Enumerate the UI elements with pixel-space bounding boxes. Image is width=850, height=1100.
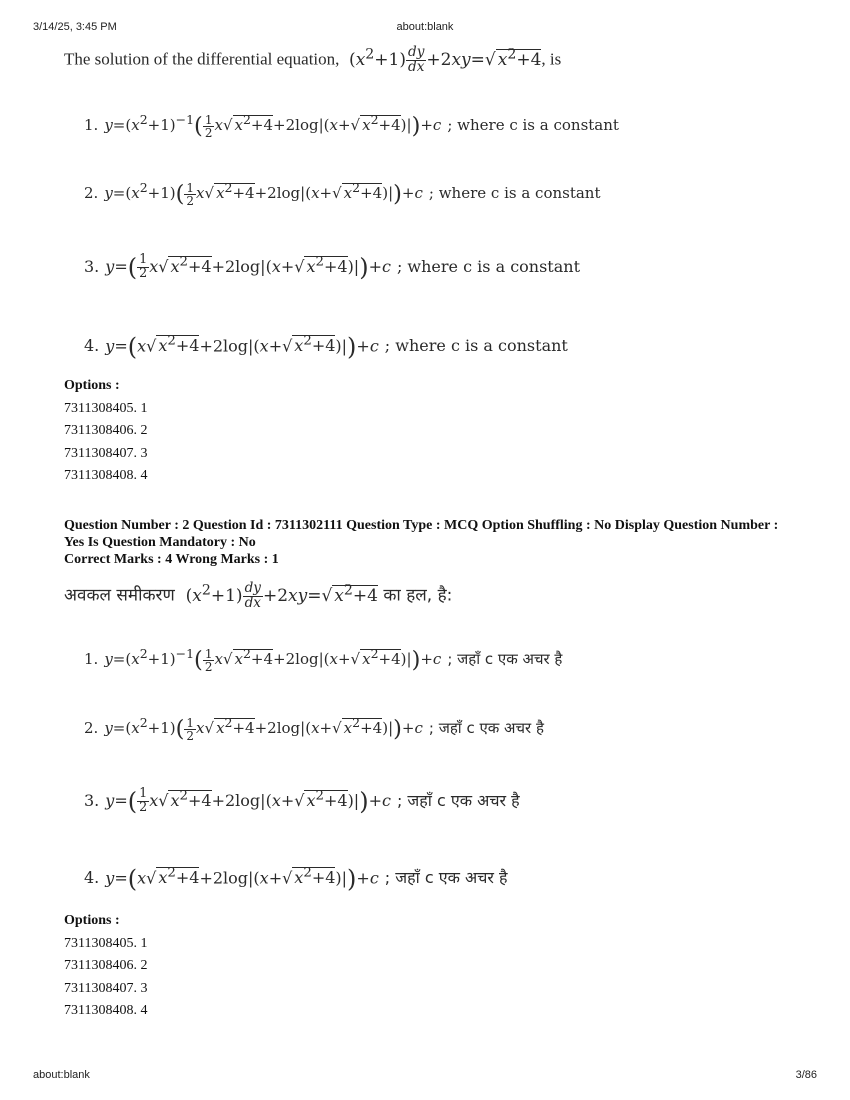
q2-stem-tail: का हल, है: — [383, 585, 453, 606]
q2-marks-line: Correct Marks : 4 Wrong Marks : 1 — [64, 552, 279, 567]
options-heading: Options : — [64, 913, 120, 928]
option-id-row: 7311308406. 2 — [64, 958, 148, 973]
where-text: ; where c is a constant — [396, 256, 580, 276]
option-number: 1. — [84, 116, 99, 134]
print-header — [0, 21, 850, 35]
where-text: ; where c is a constant — [428, 184, 601, 202]
q2-stem — [64, 582, 452, 610]
q1-option-2: 2. $y=(x^2+1)$( $\frac{1}{2}$ x√ $x^2+4+2\log|(x+√$ $x^2+4)|)+c$ ; where c is a constant — [84, 180, 601, 208]
option-number: 4. — [84, 336, 100, 356]
q1-equation: $(x^2+1)$ $\frac{dy}{dx}$ +2xy=√ $x^2+4$ — [343, 44, 542, 75]
q2-equation: $(x^2+1)$ $\frac{dy}{dx}$ +2xy=√ $x^2+4$ — [180, 580, 378, 611]
q1-stem-text: The solution of the differential equation, — [64, 49, 340, 69]
option-number: 3. — [84, 790, 100, 810]
q2-stem-text: अवकल समीकरण — [64, 585, 175, 606]
option-number: 4. — [84, 868, 100, 888]
q2-option-2: 2. $y=(x^2+1)$( $\frac{1}{2}$ x√ $x^2+4+2\log|(x+√$ $x^2+4)|)+c$ ; जहाँ c एक अचर है — [84, 715, 544, 743]
where-text: ; where c is a constant — [447, 116, 619, 134]
q1-stem — [64, 46, 561, 74]
q2-meta-line: Question Number : 2 Question Id : 7311302111 Question Type : MCQ Option Shuffling : No Display Question Number : Yes Is Question Mandatory : No — [64, 518, 779, 550]
option-id-row: 7311308406. 2 — [64, 423, 148, 438]
where-text: ; where c is a constant — [384, 336, 568, 356]
option-id-row: 7311308407. 3 — [64, 980, 148, 996]
option-id-row: 7311308405. 1 — [64, 400, 148, 416]
option-id-row: 7311308408. 4 — [64, 1003, 148, 1018]
q2-option-3: 3. y=( $\frac{1}{2}$ x√ $x^2+4+2\log|(x+√$ $x^2+4)|)+c$ ; जहाँ c एक अचर है — [84, 786, 520, 816]
where-text: ; जहाँ c एक अचर है — [396, 790, 520, 810]
q2-options-list — [64, 910, 147, 1023]
where-text: ; जहाँ c एक अचर है — [447, 650, 563, 668]
q2-option-4: 4. y=(x√ $x^2+4+2\log|(x+√$ $x^2+4)|)+c$ ; जहाँ c एक अचर है — [84, 864, 508, 893]
option-number: 2. — [84, 184, 99, 202]
option-number: 1. — [84, 650, 99, 668]
where-text: ; जहाँ c एक अचर है — [384, 868, 508, 888]
q2-meta — [64, 517, 794, 568]
print-footer — [0, 1069, 850, 1083]
q2-option-1: 1. $y=(x^2+1)^{-1}$( $\frac{1}{2}$ x√ $x^2+4+2\log|(x+√$ $x^2+4)|)+c$ ; जहाँ c एक अचर है — [84, 646, 563, 674]
print-url: about:blank — [396, 21, 454, 33]
footer-url: about:blank — [33, 1069, 90, 1081]
option-id-row: 7311308407. 3 — [64, 445, 148, 461]
q1-option-4: 4. y=(x√ $x^2+4+2\log|(x+√$ $x^2+4)|)+c$ ; where c is a constant — [84, 332, 568, 361]
q1-options-list — [64, 375, 147, 488]
q1-option-3: 3. y=( $\frac{1}{2}$ x√ $x^2+4+2\log|(x+√$ $x^2+4)|)+c$ ; where c is a constant — [84, 252, 580, 282]
q1-option-1: 1. $y=(x^2+1)^{-1}$( $\frac{1}{2}$ x√ $x^2+4+2\log|(x+√$ $x^2+4)|)+c$ ; where c is a constant — [84, 112, 619, 140]
option-id-row: 7311308405. 1 — [64, 935, 148, 951]
q1-stem-tail: , is — [541, 49, 562, 69]
option-number: 3. — [84, 256, 100, 276]
print-datetime: 3/14/25, 3:45 PM — [33, 21, 117, 33]
page-number: 3/86 — [795, 1069, 817, 1081]
options-heading: Options : — [64, 378, 120, 393]
option-number: 2. — [84, 719, 99, 737]
where-text: ; जहाँ c एक अचर है — [428, 719, 544, 737]
option-id-row: 7311308408. 4 — [64, 468, 148, 483]
